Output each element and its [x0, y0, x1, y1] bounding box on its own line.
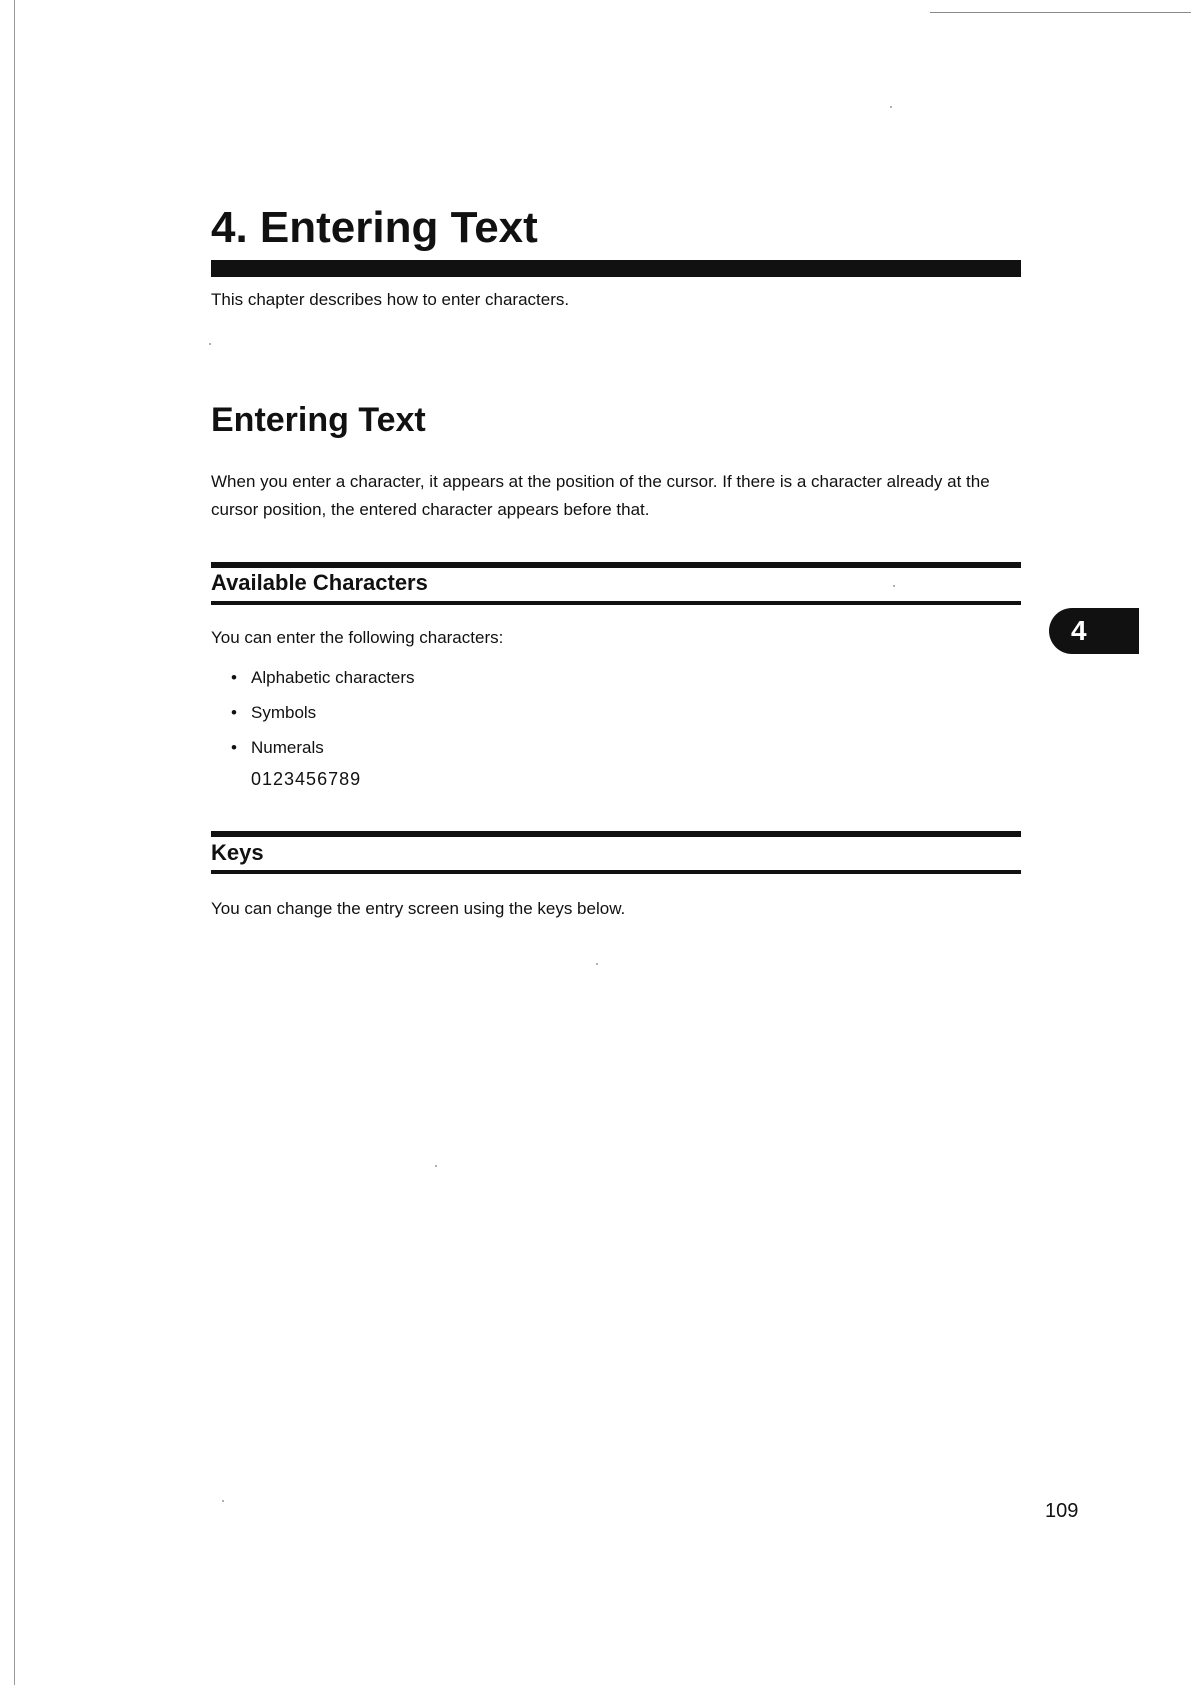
scan-speck: [222, 1500, 224, 1502]
section-title: Entering Text: [211, 401, 426, 439]
scan-edge-top: [930, 12, 1191, 13]
subsection-heading-available-characters: Available Characters: [211, 570, 428, 595]
list-item: [211, 695, 414, 730]
list-item: [211, 660, 414, 695]
page-number: 109: [1045, 1500, 1079, 1522]
scan-speck: [893, 585, 895, 587]
keys-intro: You can change the entry screen using the keys below.: [211, 899, 626, 918]
chapter-tab-number: 4: [1071, 615, 1087, 646]
bullet-icon: •: [231, 738, 237, 757]
section-body: When you enter a character, it appears at the position of the cursor. If there is a character already at the cursor position, the entered character appears before that.: [211, 472, 990, 519]
available-characters-intro: You can enter the following characters:: [211, 628, 504, 647]
chapter-title-bar: [211, 260, 1021, 277]
numerals-value: 0123456789: [251, 769, 362, 789]
list-item-label: Numerals: [251, 738, 324, 757]
subsection-top-rule: [211, 831, 1021, 837]
list-item-label: Alphabetic characters: [251, 668, 415, 687]
scan-speck: [209, 343, 211, 345]
scan-speck: [596, 963, 598, 965]
subsection-bottom-rule: [211, 870, 1021, 874]
subsection-heading-keys: Keys: [211, 840, 264, 865]
bullet-icon: •: [231, 668, 237, 687]
list-item: [211, 730, 414, 765]
list-item-label: Symbols: [251, 703, 317, 722]
chapter-title: 4. Entering Text: [211, 203, 538, 252]
character-list: [211, 660, 414, 765]
scan-speck: [890, 106, 892, 108]
bullet-icon: •: [231, 703, 237, 722]
subsection-bottom-rule: [211, 601, 1021, 605]
chapter-tab: [1049, 608, 1139, 654]
scan-speck: [435, 1165, 437, 1167]
chapter-description: This chapter describes how to enter characters.: [211, 290, 570, 309]
scan-edge-left: [14, 0, 15, 1685]
